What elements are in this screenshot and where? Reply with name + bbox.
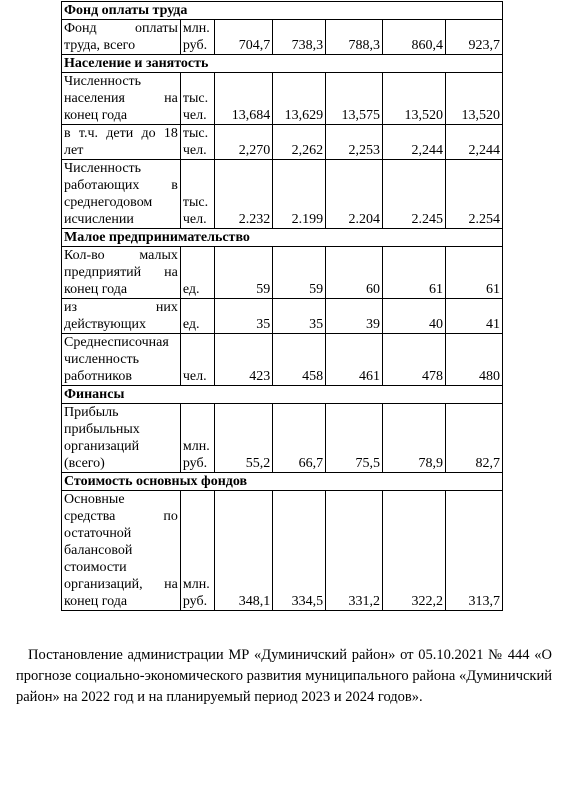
indicator-name: в т.ч. дети до 18 лет xyxy=(62,125,181,160)
indicator-unit: тыс. чел. xyxy=(180,125,215,160)
indicator-value: 480 xyxy=(445,334,502,386)
section-title: Финансы xyxy=(62,386,503,404)
indicator-value: 35 xyxy=(215,299,273,334)
indicator-name: Численность работающих в среднегодовом исчислении xyxy=(62,160,181,229)
indicator-value: 860,4 xyxy=(383,20,446,55)
table-row xyxy=(62,160,503,229)
indicator-unit: млн. руб. xyxy=(180,491,215,611)
indicator-name: Основные средства по остаточной балансовой стоимости организаций, на конец года xyxy=(62,491,181,611)
indicator-name: Численность населения на конец года xyxy=(62,73,181,125)
indicator-unit: ед. xyxy=(180,247,215,299)
indicator-value: 39 xyxy=(326,299,383,334)
section-header-row xyxy=(62,386,503,404)
indicator-unit: чел. xyxy=(180,334,215,386)
indicator-value: 331,2 xyxy=(326,491,383,611)
indicator-value: 478 xyxy=(383,334,446,386)
indicator-value: 41 xyxy=(445,299,502,334)
table-row xyxy=(62,247,503,299)
section-header-row xyxy=(62,2,503,20)
table-body xyxy=(62,2,503,611)
indicator-value: 704,7 xyxy=(215,20,273,55)
indicator-value: 13,520 xyxy=(445,73,502,125)
indicator-unit: млн. руб. xyxy=(180,404,215,473)
section-title: Малое предпринимательство xyxy=(62,229,503,247)
indicator-value: 2.245 xyxy=(383,160,446,229)
section-header-row xyxy=(62,55,503,73)
indicator-value: 13,575 xyxy=(326,73,383,125)
table-row xyxy=(62,125,503,160)
indicator-value: 61 xyxy=(383,247,446,299)
indicator-name: из них действующих xyxy=(62,299,181,334)
table-row xyxy=(62,20,503,55)
indicator-value: 78,9 xyxy=(383,404,446,473)
section-header-row xyxy=(62,229,503,247)
indicator-value: 40 xyxy=(383,299,446,334)
indicator-value: 13,629 xyxy=(273,73,326,125)
indicator-value: 313,7 xyxy=(445,491,502,611)
indicator-value: 2.204 xyxy=(326,160,383,229)
indicator-value: 2.232 xyxy=(215,160,273,229)
indicator-name: Фонд оплаты труда, всего xyxy=(62,20,181,55)
indicators-table xyxy=(61,1,503,611)
indicator-value: 75,5 xyxy=(326,404,383,473)
table-row xyxy=(62,334,503,386)
indicator-value: 66,7 xyxy=(273,404,326,473)
indicator-name: Кол-во малых предприятий на конец года xyxy=(62,247,181,299)
indicator-value: 2,244 xyxy=(383,125,446,160)
indicator-value: 13,684 xyxy=(215,73,273,125)
indicator-value: 60 xyxy=(326,247,383,299)
indicator-value: 61 xyxy=(445,247,502,299)
indicator-value: 348,1 xyxy=(215,491,273,611)
indicator-value: 2.199 xyxy=(273,160,326,229)
indicator-unit: млн. руб. xyxy=(180,20,215,55)
section-header-row xyxy=(62,473,503,491)
table-row xyxy=(62,299,503,334)
indicator-unit: ед. xyxy=(180,299,215,334)
indicator-value: 59 xyxy=(215,247,273,299)
indicator-value: 334,5 xyxy=(273,491,326,611)
indicator-value: 2,262 xyxy=(273,125,326,160)
section-title: Фонд оплаты труда xyxy=(62,2,503,20)
table-row xyxy=(62,404,503,473)
indicator-value: 461 xyxy=(326,334,383,386)
indicator-value: 82,7 xyxy=(445,404,502,473)
indicator-value: 2,270 xyxy=(215,125,273,160)
table-row xyxy=(62,491,503,611)
indicator-unit: тыс. чел. xyxy=(180,160,215,229)
indicator-value: 788,3 xyxy=(326,20,383,55)
indicator-value: 13,520 xyxy=(383,73,446,125)
indicator-value: 738,3 xyxy=(273,20,326,55)
indicator-value: 458 xyxy=(273,334,326,386)
indicator-value: 2.254 xyxy=(445,160,502,229)
indicator-value: 35 xyxy=(273,299,326,334)
indicator-value: 59 xyxy=(273,247,326,299)
indicator-value: 423 xyxy=(215,334,273,386)
section-title: Население и занятость xyxy=(62,55,503,73)
indicator-value: 55,2 xyxy=(215,404,273,473)
table-row xyxy=(62,73,503,125)
indicator-value: 2,253 xyxy=(326,125,383,160)
indicator-name: Прибыль прибыльных организаций (всего) xyxy=(62,404,181,473)
indicator-value: 2,244 xyxy=(445,125,502,160)
document-caption: Постановление администрации МР «Думиничский район» от 05.10.2021 № 444 «О прогнозе социально-экономического развития муниципального района «Думиничский район» на 2022 год и на планируемый период 2023 и 2024 годов». xyxy=(16,647,552,705)
indicator-value: 923,7 xyxy=(445,20,502,55)
indicator-name: Среднесписочная численность работников xyxy=(62,334,181,386)
indicator-unit: тыс. чел. xyxy=(180,73,215,125)
section-title: Стоимость основных фондов xyxy=(62,473,503,491)
indicator-value: 322,2 xyxy=(383,491,446,611)
